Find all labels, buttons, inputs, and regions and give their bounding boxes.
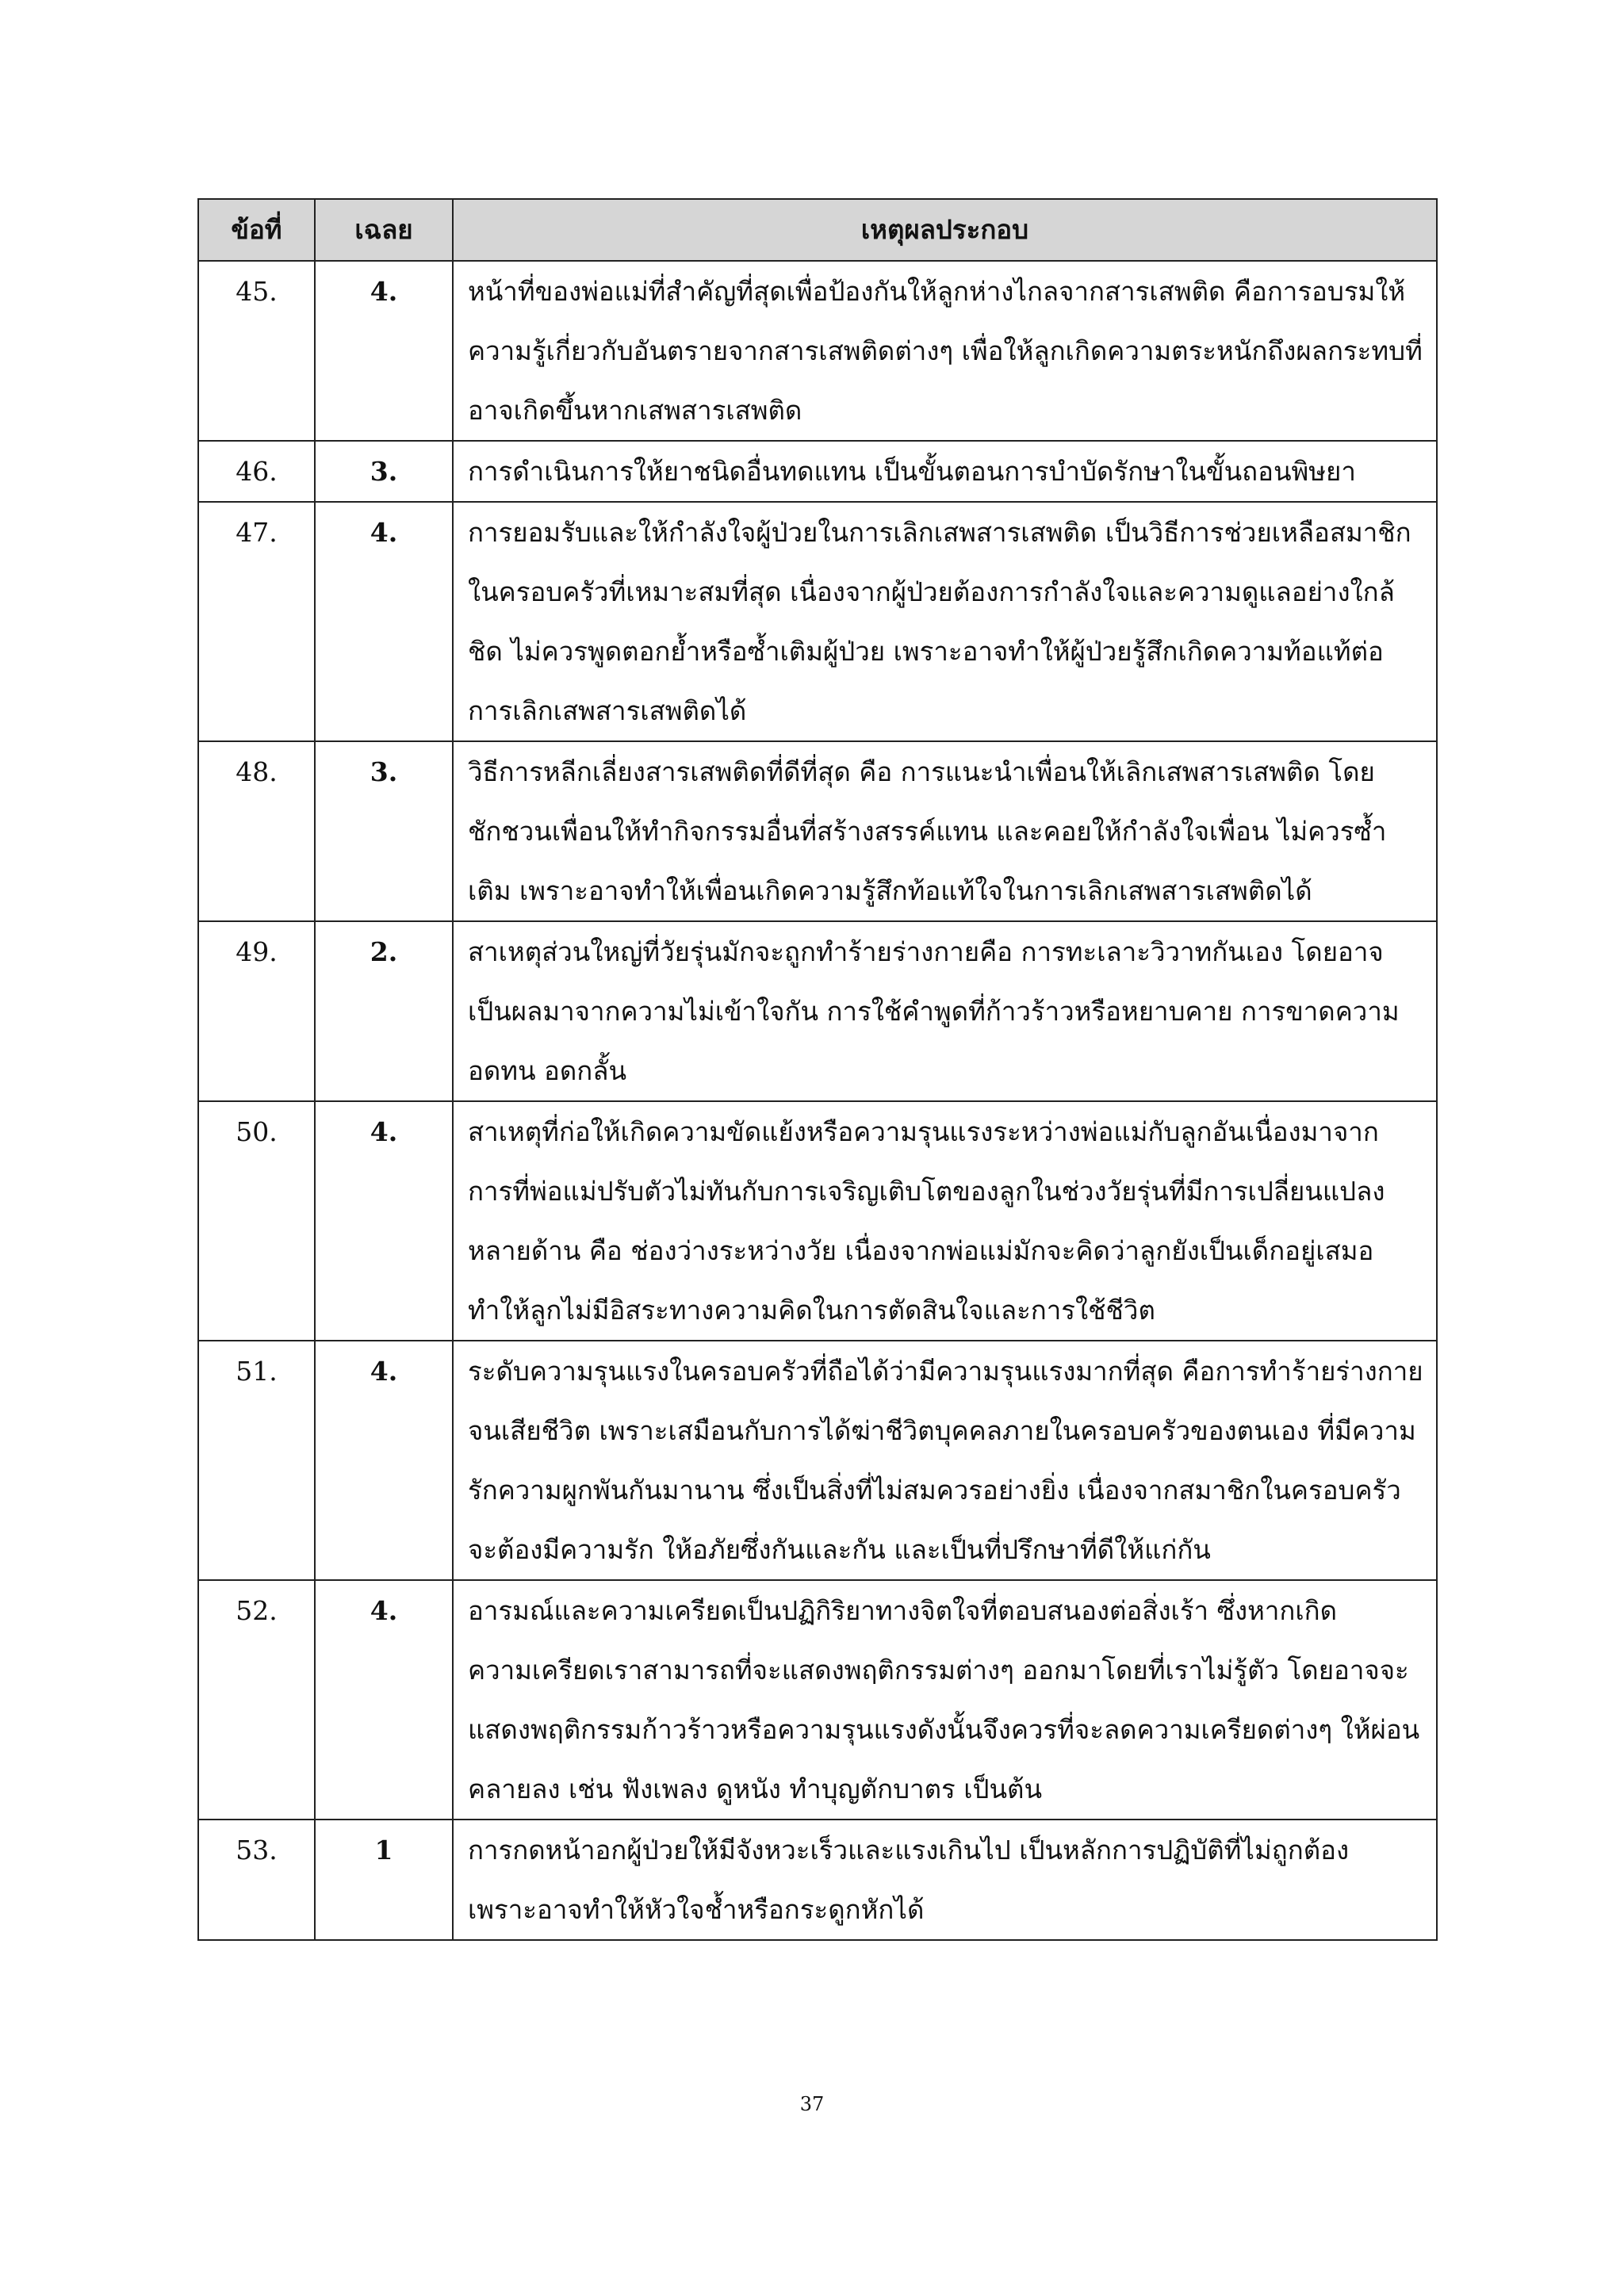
answer-value: 3. <box>315 741 453 921</box>
question-number: 47. <box>198 502 315 741</box>
table-row <box>198 502 1437 741</box>
question-number: 53. <box>198 1820 315 1940</box>
answer-value: 4. <box>315 1101 453 1341</box>
reason-text: หน้าที่ของพ่อแม่ที่สำคัญที่สุดเพื่อป้องกันให้ลูกห่างไกลจากสารเสพติด คือการอบรมให้ความรู้เกี่ยวกับอันตรายจากสารเสพติดต่างๆ เพื่อให้ลูกเกิดความตระหนักถึงผลกระทบที่อาจเกิดขึ้นหากเสพสารเสพติด <box>453 261 1437 441</box>
answer-key-table <box>197 198 1438 1941</box>
table-row <box>198 1820 1437 1940</box>
answer-value: 4. <box>315 261 453 441</box>
table-header-row <box>198 199 1437 261</box>
table-row <box>198 441 1437 502</box>
question-number: 51. <box>198 1341 315 1580</box>
table-row <box>198 741 1437 921</box>
page-number: 37 <box>799 2093 825 2115</box>
answer-value: 4. <box>315 1580 453 1820</box>
table-row <box>198 921 1437 1101</box>
table-row <box>198 1341 1437 1580</box>
reason-text: สาเหตุส่วนใหญ่ที่วัยรุ่นมักจะถูกทำร้ายร่างกายคือ การทะเลาะวิวาทกันเอง โดยอาจเป็นผลมาจากความไม่เข้าใจกัน การใช้คำพูดที่ก้าวร้าวหรือหยาบคาย การขาดความอดทน อดกลั้น <box>453 921 1437 1101</box>
reason-text: อารมณ์และความเครียดเป็นปฏิกิริยาทางจิตใจที่ตอบสนองต่อสิ่งเร้า ซึ่งหากเกิดความเครียดเราสามารถที่จะแสดงพฤติกรรมต่างๆ ออกมาโดยที่เราไม่รู้ตัว โดยอาจจะแสดงพฤติกรรมก้าวร้าวหรือความรุนแรงดังนั้นจึงควรที่จะลดความเครียดต่างๆ ให้ผ่อนคลายลง เช่น ฟังเพลง ดูหนัง ทำบุญตักบาตร เป็นต้น <box>453 1580 1437 1820</box>
header-number: ข้อที่ <box>198 199 315 261</box>
reason-text: การดำเนินการให้ยาชนิดอื่นทดแทน เป็นขั้นตอนการบำบัดรักษาในขั้นถอนพิษยา <box>453 441 1437 502</box>
reason-text: การกดหน้าอกผู้ป่วยให้มีจังหวะเร็วและแรงเกินไป เป็นหลักการปฏิบัติที่ไม่ถูกต้อง เพราะอาจทำให้หัวใจช้ำหรือกระดูกหักได้ <box>453 1820 1437 1940</box>
reason-text: ระดับความรุนแรงในครอบครัวที่ถือได้ว่ามีความรุนแรงมากที่สุด คือการทำร้ายร่างกายจนเสียชีวิต เพราะเสมือนกับการได้ฆ่าชีวิตบุคคลภายในครอบครัวของตนเอง ที่มีความรักความผูกพันกันมานาน ซึ่งเป็นสิ่งที่ไม่สมควรอย่างยิ่ง เนื่องจากสมาชิกในครอบครัวจะต้องมีความรัก ให้อภัยซึ่งกันและกัน และเป็นที่ปรึกษาที่ดีให้แก่กัน <box>453 1341 1437 1580</box>
answer-value: 3. <box>315 441 453 502</box>
answer-value: 1 <box>315 1820 453 1940</box>
table-row <box>198 1101 1437 1341</box>
answer-value: 4. <box>315 1341 453 1580</box>
header-answer: เฉลย <box>315 199 453 261</box>
answer-value: 2. <box>315 921 453 1101</box>
reason-text: สาเหตุที่ก่อให้เกิดความขัดแย้งหรือความรุนแรงระหว่างพ่อแม่กับลูกอันเนื่องมาจากการที่พ่อแม่ปรับตัวไม่ทันกับการเจริญเติบโตของลูกในช่วงวัยรุ่นที่มีการเปลี่ยนแปลงหลายด้าน คือ ช่องว่างระหว่างวัย เนื่องจากพ่อแม่มักจะคิดว่าลูกยังเป็นเด็กอยู่เสมอ ทำให้ลูกไม่มีอิสระทางความคิดในการตัดสินใจและการใช้ชีวิต <box>453 1101 1437 1341</box>
reason-text: วิธีการหลีกเลี่ยงสารเสพติดที่ดีที่สุด คือ การแนะนำเพื่อนให้เลิกเสพสารเสพติด โดยชักชวนเพื่อนให้ทำกิจกรรมอื่นที่สร้างสรรค์แทน และคอยให้กำลังใจเพื่อน ไม่ควรซ้ำเติม เพราะอาจทำให้เพื่อนเกิดความรู้สึกท้อแท้ใจในการเลิกเสพสารเสพติดได้ <box>453 741 1437 921</box>
answer-value: 4. <box>315 502 453 741</box>
question-number: 50. <box>198 1101 315 1341</box>
question-number: 45. <box>198 261 315 441</box>
question-number: 46. <box>198 441 315 502</box>
header-reason: เหตุผลประกอบ <box>453 199 1437 261</box>
table-row <box>198 261 1437 441</box>
question-number: 49. <box>198 921 315 1101</box>
question-number: 48. <box>198 741 315 921</box>
reason-text: การยอมรับและให้กำลังใจผู้ป่วยในการเลิกเสพสารเสพติด เป็นวิธีการช่วยเหลือสมาชิกในครอบครัวที่เหมาะสมที่สุด เนื่องจากผู้ป่วยต้องการกำลังใจและความดูแลอย่างใกล้ชิด ไม่ควรพูดตอกย้ำหรือซ้ำเติมผู้ป่วย เพราะอาจทำให้ผู้ป่วยรู้สึกเกิดความท้อแท้ต่อการเลิกเสพสารเสพติดได้ <box>453 502 1437 741</box>
question-number: 52. <box>198 1580 315 1820</box>
table-row <box>198 1580 1437 1820</box>
